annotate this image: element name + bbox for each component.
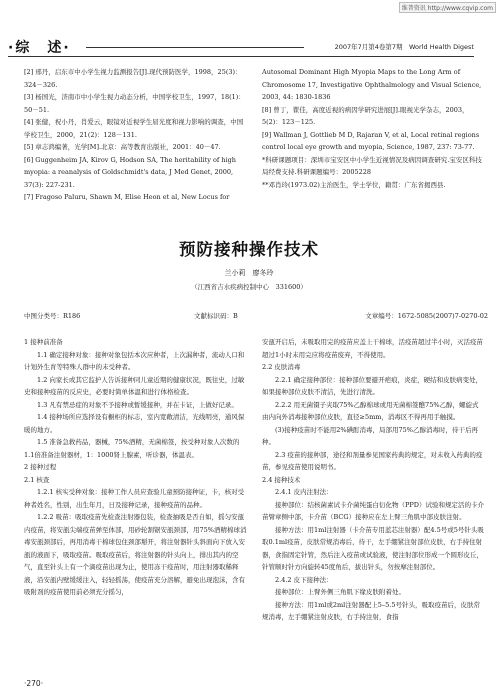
reference-item: [5] 章志鸿编著，光学[M].北京：高等教育出版社，2001：40－47. <box>24 143 221 151</box>
body-paragraph: 2.4 接种技术 <box>262 475 301 484</box>
header-baseline <box>8 56 474 57</box>
body-paragraph: 2.3 疫苗的接种部，途径和剂量参见国家药典的规定，对未收入药典的疫苗，参见疫苗使用说明书。 <box>262 450 483 471</box>
body-paragraph: 1.2 向家长或其它监护人告诉接种同儿童近期的健康状况，既往史，过敏史和接种疫苗的反应史，必要时简单体温和进行体格检查。 <box>24 375 245 396</box>
body-paragraph: 安瓿开启后，未吸取用完的疫苗应盖上干棉球，活疫苗超过半小时，灭活疫苗超过1小时未用完应将疫苗废弃，不得使用。 <box>262 338 483 359</box>
body-paragraph: 2.4.2 皮下接种法： <box>275 575 333 584</box>
reference-item: [8] 曾丁，瞿佳，高度近视的病因学研究进展[J].眼视光学杂志，2003，5(2)：123－125. <box>262 105 469 126</box>
body-paragraph: 接种部位：上臂外侧三角肌下缘皮肤附着处。 <box>275 588 405 596</box>
body-paragraph: 1.1 确定接种对象：接种对象包括本次应种者，上次漏种者，流动人口和计划外生育等特殊人群中的未受种者。 <box>24 350 245 371</box>
body-paragraph: 1 接种前准备 <box>24 338 63 346</box>
reference-item: [3] 杨国光，济南市中小学生视力动态分析，中国学校卫生，1997，18(1)：50－51. <box>24 93 245 114</box>
reference-item: [6] Guggenheim JA, Kirov G, Hodson SA, The heritability of high myopia: a reanalysis of Goldschmidt's data, J Med Genet, 2000, 37(3): 227-231. <box>24 155 236 189</box>
references-right <box>262 66 484 191</box>
page-number: ·270· <box>24 679 44 688</box>
references-left <box>24 66 249 204</box>
journal-info: 2007年7月第4卷第7期 World Health Digest <box>334 43 474 51</box>
body-paragraph: 2.2.1 确定接种部位：接种部位要避开疤痕，炎症，硬结和皮肤病变处，如果接种部位皮肤不清洁，先进行清洗。 <box>262 375 483 396</box>
section-label: ·综 述· <box>8 40 71 56</box>
body-paragraph: 接种部位：结核菌素试卡介菌纯蛋白衍化物（PPD）试验和规定活的卡介苗臂章侧中部，卡介苗（BCG）接种应在左上臂三角肌中部皮肤注射。 <box>262 500 484 521</box>
body-paragraph: 2 接种过程 <box>24 463 57 471</box>
clc-number: 中图分类号：R186 <box>24 312 81 320</box>
body-paragraph: 2.2 皮肤消毒 <box>262 363 301 371</box>
article-affiliation: （江西省吉水疾病控制中心 331600） <box>191 283 307 291</box>
article-number: 文章编号：1672-5085(2007)7-0270-02 <box>365 312 488 320</box>
reference-item: [4] 张健，祝小丹，肖爱云，眼镜对近视学生屈光度和视力影响的调查，中国学校卫生，2000，21(2)：128－131. <box>24 118 244 139</box>
body-paragraph: 1.5 准备急救药品，器械，75%酒精，无菌棉签，按受种对象人次数的1.1倍准备注射器材，1：1000肾上腺素，听诊器，体温表。 <box>24 438 240 459</box>
body-paragraph: 接种方法：用1ml注射器（卡介苗专用蓝芯注射器）配4.5号或5号针头吸取0.1ml疫苗，皮肤常规消毒后，待干，左手绷紧注射部位皮肤，右手持住射器，食指固定针管，然后注入疫苗或试验液，使注射部位形成一个圆形皮丘，针管顺时针方向旋转45度角后，拔出针头，勿按摩注射部位。 <box>262 525 484 571</box>
article-title: 预防接种操作技术 <box>179 240 319 259</box>
body-paragraph: 1.2.1 核实受种对象：接种工作人员应查验儿童预防接种证，卡，核对受种者姓名，性别，出生年月，日及接种记录，接种疫苗的品种。 <box>24 488 245 509</box>
article-authors: 兰小莉 廖冬玲 <box>224 269 274 277</box>
body-paragraph: (3)接种疫苗时不能用2%碘酊消毒，局部用75%乙醇消毒时，待干后再种。 <box>262 425 478 446</box>
body-paragraph: 2.2.2 用无菌镊子夹取75%乙醇棉球或用无菌棉签醮75%乙醇，螺旋式由内向外消毒接种部位皮肤，直径≥5mm，消毒区不得再用手触摸。 <box>262 400 479 421</box>
reference-item: [9] Wallman J, Gottlieb M D, Rajaran V, et al, Local retinal regions control local eye growth and myopia, Science, 1987, 237: 73-77. <box>262 130 480 151</box>
body-paragraph: 1.4 接种场所应选择设有橱柜的标志，室内宽敞清洁，光线明亮，通风保暖的地方。 <box>24 413 245 434</box>
body-paragraph: 1.2.2 吸苗：吸取疫苗先检查注射器包装，检查抽吸是否自如，摇匀安瓿内疫苗，将安瓿尖端疫苗弹至体部，用砂轮割锯安瓿颈部，用75%酒精棉球消毒安瓿颈部后，再用消毒干棉球包住颈部掰开，将注射器针头斜面向下放入安瓿的液面下，吸取疫苗。吸取疫苗后，将注射器的针头向上，排出其内的空气，直至针头上有一个滴疫苗出现为止，使用冻干疫苗时，用注射器取稀释液，沿安瓿内壁缓缓注入，轻轻摇荡，使疫苗充分溶解，避免出现泡沫，含有吸附剂的疫苗使用前必须充分摇匀， <box>24 513 247 596</box>
body-column-right <box>262 336 484 624</box>
header-rule <box>86 47 304 48</box>
reference-item: Autosomal Dominant High Myopia Maps to the Long Arm of Chromosome 17, Investigative Ophthalmology and Visual Science, 2003, 44: 1830-1836 <box>262 68 482 101</box>
body-paragraph: 2.1 核查 <box>24 475 50 484</box>
body-paragraph: 2.4.1 皮内注射法： <box>275 488 333 496</box>
reference-item: [7] Fragoso Paluru, Shawn M, Elise Heon et al, New Locus for <box>24 193 230 201</box>
document-code: 文献标识码：B <box>194 312 238 320</box>
source-stamp: 维普资讯 http://www.cqvip.com <box>399 2 496 13</box>
body-paragraph: 接种方法：用1ml或2ml注射器配上5–5.5号针头，吸取疫苗后，皮肤常规消毒，左手绷紧注射皮肤，右手持注射，食指 <box>262 600 480 621</box>
body-paragraph: 1.3 凡有禁忌症的对象不予接种或暂缓接种，并在卡证，上做好记录。 <box>37 400 238 409</box>
author-note: *科研课题项目：深圳市宝安区中小学生近视情况及病因调查研究.宝安区科技局经费支持.科研课题编号：2005228 <box>262 155 482 176</box>
running-header <box>8 40 474 56</box>
author-note: **邓肖玲(1973.02)主治医生，学士学位，籍贯：广东省揭西县. <box>262 180 446 189</box>
article-metadata <box>24 311 488 323</box>
body-column-left <box>24 336 249 599</box>
reference-item: [2] 邢丹，启东市中小学生视力监测报告[J].现代预防医学，1998，25(3)：324－326. <box>24 68 242 89</box>
